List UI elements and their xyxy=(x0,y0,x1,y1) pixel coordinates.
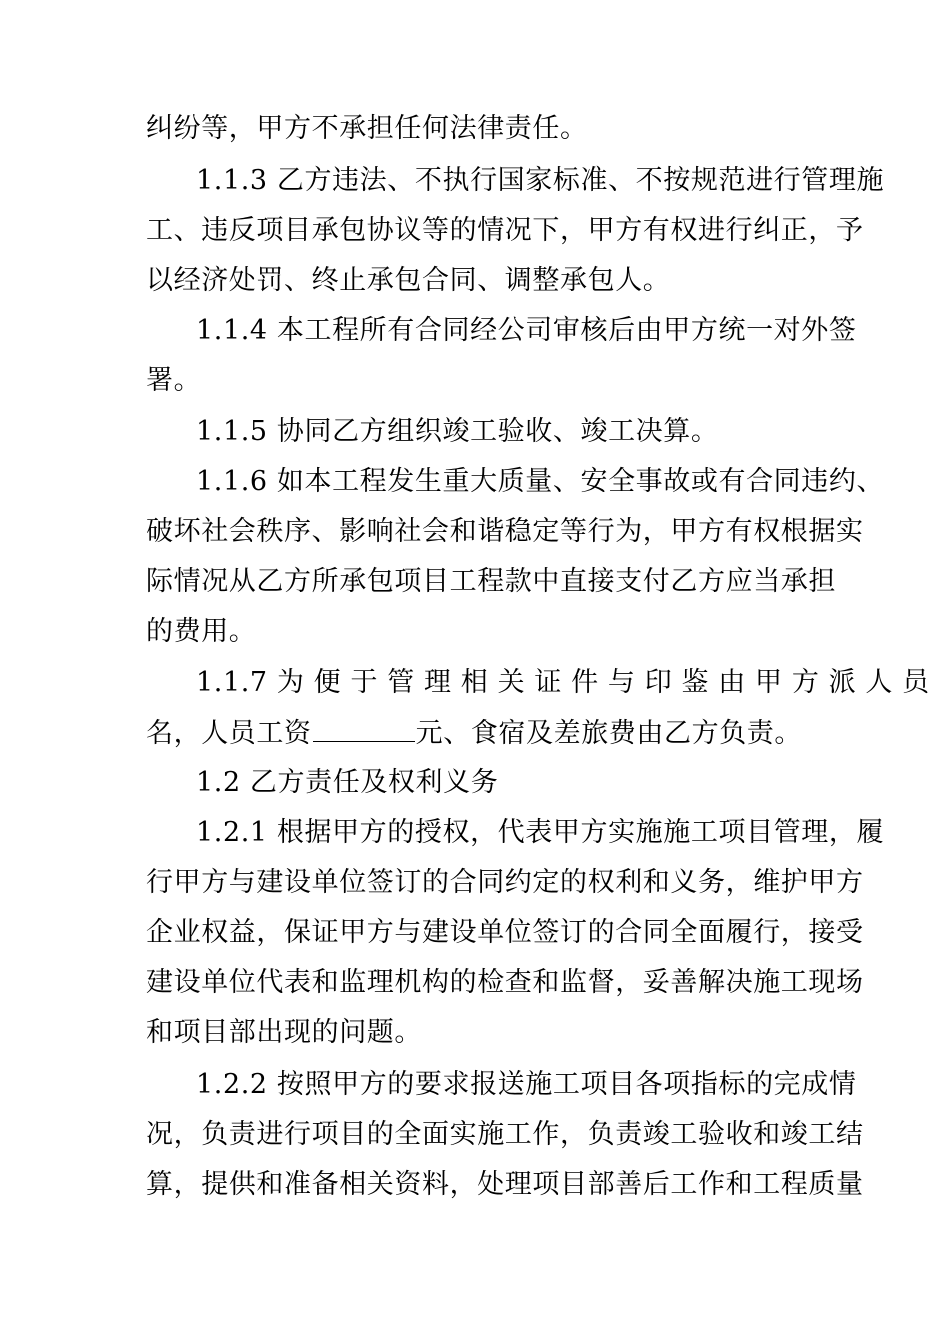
paragraph-line: 破坏社会秩序、影响社会和谐稳定等行为，甲方有权根据实 xyxy=(146,516,864,547)
paragraph-line: 建设单位代表和监理机构的检查和监督，妥善解决施工现场 xyxy=(146,967,864,998)
clause-1-2-1: 1.2.1 根据甲方的授权，代表甲方实施施工项目管理，履 xyxy=(196,817,885,848)
salary-text-before: 名，人员工资 xyxy=(146,718,312,749)
salary-blank-field xyxy=(313,715,415,742)
clause-1-1-6: 1.1.6 如本工程发生重大质量、安全事故或有合同违约、 xyxy=(196,466,885,497)
paragraph-line: 行甲方与建设单位签订的合同约定的权利和义务，维护甲方 xyxy=(146,867,864,898)
section-heading-1-2: 1.2 乙方责任及权利义务 xyxy=(196,767,499,798)
clause-1-2-2: 1.2.2 按照甲方的要求报送施工项目各项指标的完成情 xyxy=(196,1069,857,1100)
paragraph-line: 和项目部出现的问题。 xyxy=(146,1017,422,1048)
paragraph-line: 以经济处罚、终止承包合同、调整承包人。 xyxy=(146,265,671,296)
paragraph-line: 况，负责进行项目的全面实施工作，负责竣工验收和竣工结 xyxy=(146,1119,864,1150)
paragraph-line: 纠纷等，甲方不承担任何法律责任。 xyxy=(146,113,588,144)
clause-1-1-7: 1.1.7 为 便 于 管 理 相 关 证 件 与 印 鉴 由 甲 方 派 人 员 xyxy=(196,667,930,698)
salary-text-after: 元、食宿及差旅费由乙方负责。 xyxy=(415,718,803,749)
paragraph-line: 工、违反项目承包协议等的情况下，甲方有权进行纠正，予 xyxy=(146,215,864,246)
clause-1-1-3: 1.1.3 乙方违法、不执行国家标准、不按规范进行管理施 xyxy=(196,165,885,196)
paragraph-line: 署。 xyxy=(146,365,202,396)
paragraph-line: 的费用。 xyxy=(146,616,257,647)
salary-line xyxy=(146,715,802,751)
clause-1-1-4: 1.1.4 本工程所有合同经公司审核后由甲方统一对外签 xyxy=(196,315,857,346)
paragraph-line: 企业权益，保证甲方与建设单位签订的合同全面履行，接受 xyxy=(146,917,864,948)
clause-1-1-5: 1.1.5 协同乙方组织竣工验收、竣工决算。 xyxy=(196,416,719,447)
paragraph-line: 际情况从乙方所承包项目工程款中直接支付乙方应当承担 xyxy=(146,566,836,597)
paragraph-line: 算，提供和准备相关资料，处理项目部善后工作和工程质量 xyxy=(146,1169,864,1200)
